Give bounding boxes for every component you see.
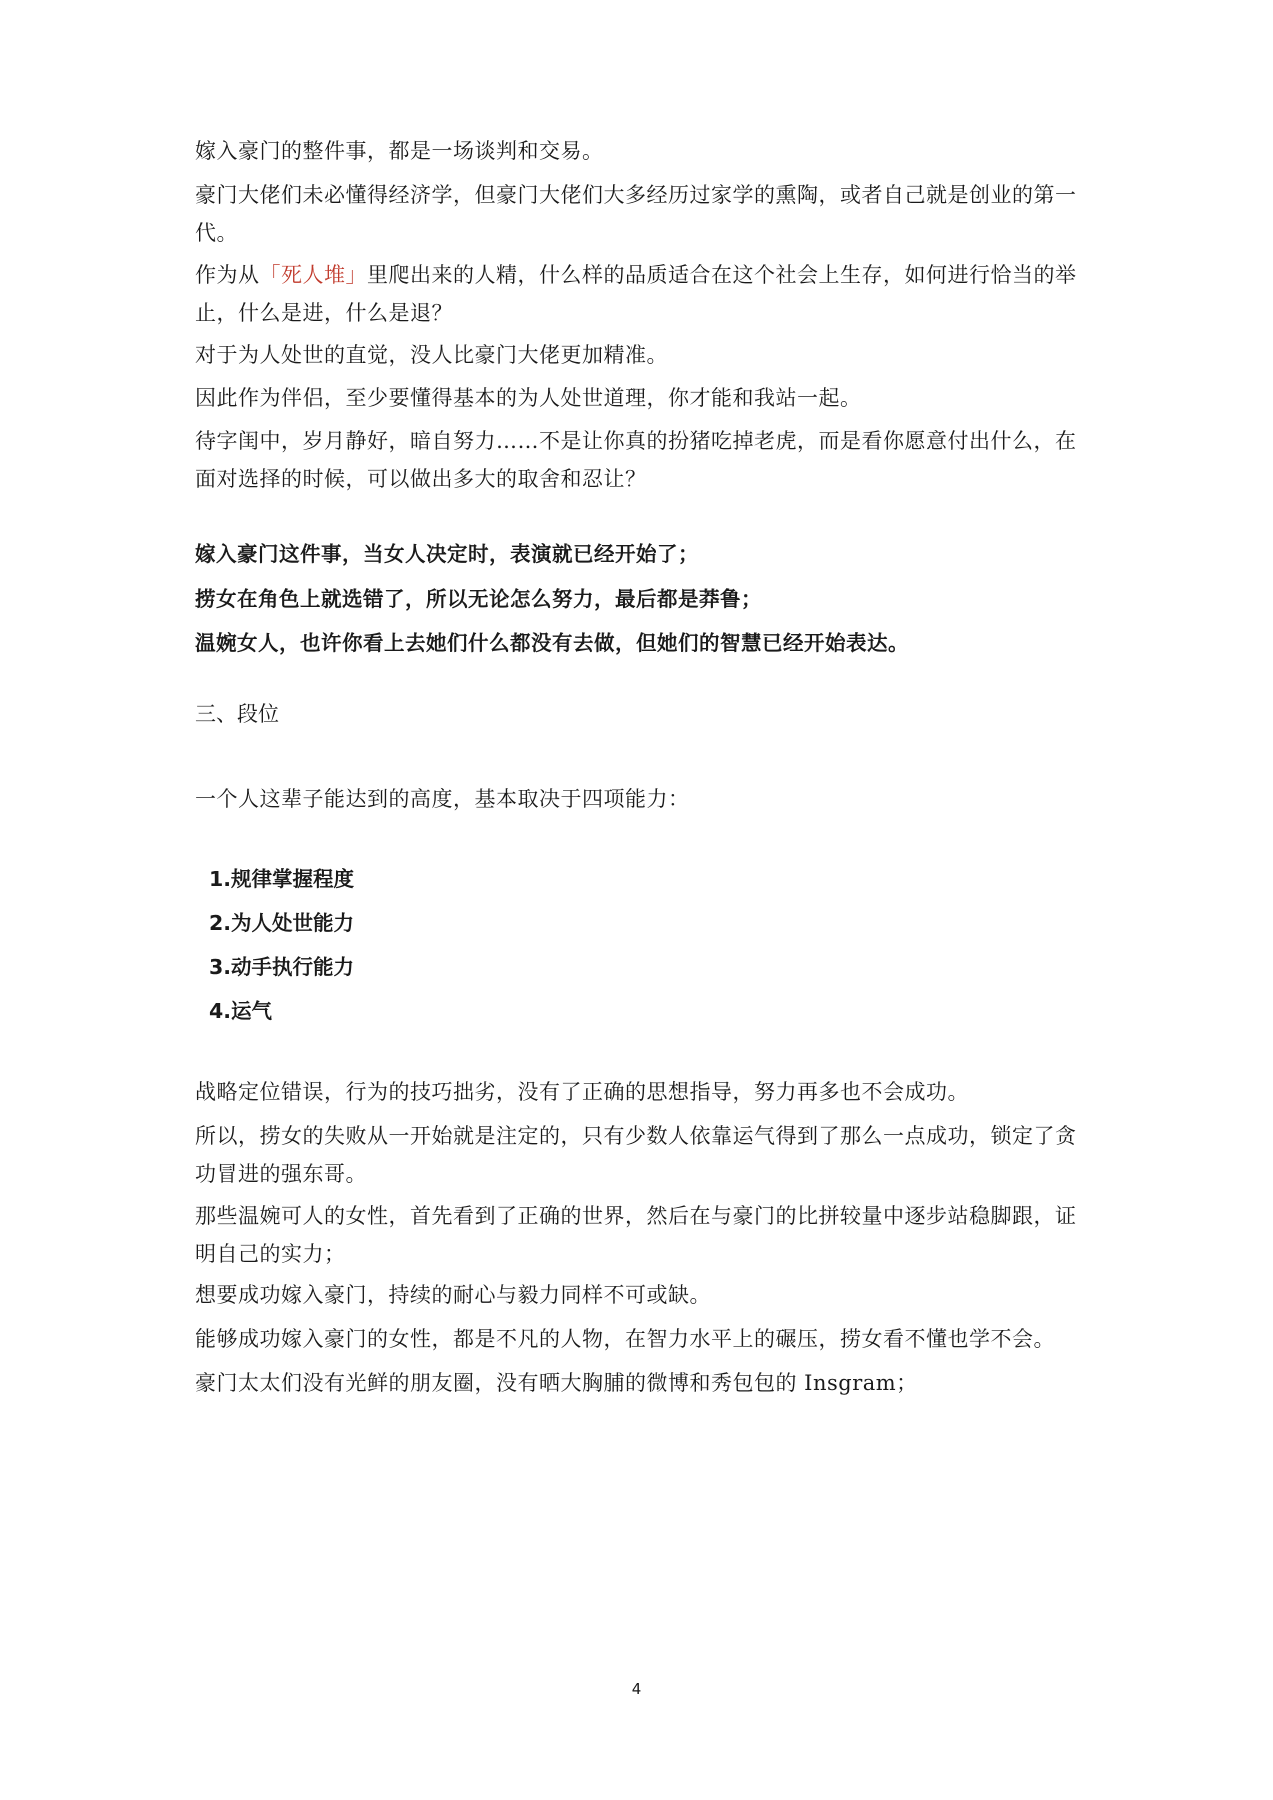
bold-line: 温婉女人，也许你看上去她们什么都没有去做，但她们的智慧已经开始表达。	[195, 631, 909, 655]
paragraph: 战略定位错误，行为的技巧拙劣，没有了正确的思想指导，努力再多也不会成功。	[195, 1080, 969, 1104]
bold-line: 捞女在角色上就选错了，所以无论怎么努力，最后都是莽鲁；	[195, 587, 762, 611]
list-item: 4.运气	[209, 999, 273, 1023]
paragraph: 嫁入豪门的整件事，都是一场谈判和交易。	[195, 139, 604, 163]
list-item: 3.动手执行能力	[209, 955, 355, 979]
bold-line: 嫁入豪门这件事，当女人决定时，表演就已经开始了；	[195, 542, 699, 566]
page-number: 4	[631, 1680, 642, 1698]
section-heading: 三、段位	[195, 702, 279, 726]
paragraph: 对于为人处世的直觉，没人比豪门大佬更加精准。	[195, 343, 668, 367]
highlighted-phrase: 「死人堆」	[259, 263, 367, 287]
paragraph: 豪门太太们没有光鲜的朋友圈，没有晒大胸脯的微博和秀包包的 Insgram；	[195, 1371, 918, 1395]
list-item: 1.规律掌握程度	[209, 867, 355, 891]
paragraph-with-highlight	[195, 256, 1095, 332]
paragraph: 想要成功嫁入豪门，持续的耐心与毅力同样不可或缺。	[195, 1283, 711, 1307]
list-item: 2.为人处世能力	[209, 911, 355, 935]
paragraph: 能够成功嫁入豪门的女性，都是不凡的人物，在智力水平上的碾压，捞女看不懂也学不会。	[195, 1327, 1055, 1351]
paragraph: 所以，捞女的失败从一开始就是注定的，只有少数人依靠运气得到了那么一点成功，锁定了贪功冒进的强东哥。	[195, 1124, 1077, 1186]
paragraph: 豪门大佬们未必懂得经济学，但豪门大佬们大多经历过家学的熏陶，或者自己就是创业的第一代。	[195, 183, 1077, 245]
paragraph-text: 里爬出来的人精，什么样的品质适合在这个社会上生存，如何进行恰当的举止，什么是进，什么是退？	[195, 263, 1077, 325]
paragraph: 因此作为伴侣，至少要懂得基本的为人处世道理，你才能和我站一起。	[195, 386, 862, 410]
paragraph: 待字闺中，岁月静好，暗自努力……不是让你真的扮猪吃掉老虎，而是看你愿意付出什么，在面对选择的时候，可以做出多大的取舍和忍让？	[195, 429, 1077, 491]
intro-paragraph: 一个人这辈子能达到的高度，基本取决于四项能力：	[195, 787, 690, 811]
paragraph: 那些温婉可人的女性，首先看到了正确的世界，然后在与豪门的比拼较量中逐步站稳脚跟，证明自己的实力；	[195, 1204, 1077, 1266]
paragraph-text: 作为从	[195, 263, 260, 287]
